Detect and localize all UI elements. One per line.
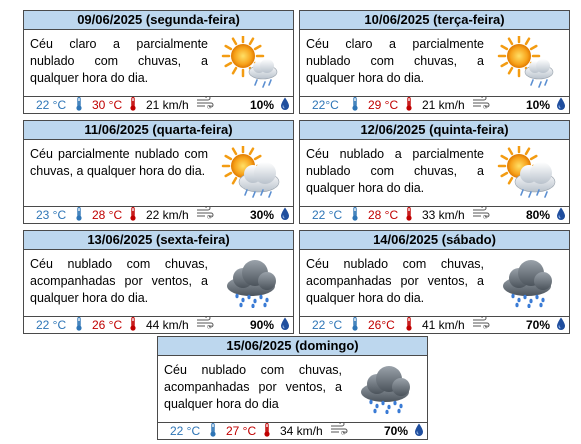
thermometer-hot-icon [264,423,270,441]
forecast-date: 15/06/2025 (domingo) [157,336,428,356]
forecast-date: 13/06/2025 (sexta-feira) [23,230,294,250]
raindrop-icon [280,317,290,335]
rain-probability: 30% [250,208,275,222]
wind-speed: 33 km/h [422,208,465,222]
raindrop-icon [556,207,566,225]
thermometer-hot-icon [130,317,136,335]
forecast-date: 10/06/2025 (terça-feira) [299,10,570,30]
wind-icon [196,207,214,223]
rain-probability: 70% [384,424,409,438]
forecast-footer [23,316,294,334]
wind-speed: 44 km/h [146,318,189,332]
forecast-body [23,249,294,317]
forecast-description: Céu nublado com chuvas, acompanhadas por ventos, a qualquer hora do dia. [306,257,484,305]
raindrop-icon [556,97,566,115]
forecast-card [299,120,570,224]
sun-cloud-rain-icon [221,146,281,198]
thermometer-hot-icon [406,97,412,115]
forecast-date: 09/06/2025 (segunda-feira) [23,10,294,30]
forecast-date: 14/06/2025 (sábado) [299,230,570,250]
forecast-description: Céu claro a parcialmente nublado com chuvas, a qualquer hora do dia. [306,37,484,85]
forecast-footer [299,316,570,334]
raindrop-icon [280,97,290,115]
svg-text:GF: GF [483,214,489,219]
forecast-body [299,249,570,317]
raindrop-icon [280,207,290,225]
forecast-footer [299,206,570,224]
forecast-footer [157,422,428,440]
min-temperature: 22 °C [170,424,201,438]
thermometer-cold-icon [76,317,82,335]
forecast-date: 11/06/2025 (quarta-feira) [23,120,294,140]
forecast-footer [23,96,294,114]
svg-text:GF: GF [207,324,213,329]
rain-probability: 80% [526,208,551,222]
rain-probability: 10% [250,98,275,112]
raindrop-icon [414,423,424,441]
wind-icon [472,97,490,113]
forecast-card [23,120,294,224]
svg-text:GF: GF [341,430,347,435]
max-temperature: 26 °C [92,318,123,332]
thermometer-hot-icon [406,317,412,335]
forecast-description: Céu nublado com chuvas, acompanhadas por ventos, a qualquer hora do dia [164,363,342,411]
max-temperature: 28 °C [368,208,399,222]
min-temperature: 22 °C [36,98,67,112]
wind-speed: 34 km/h [280,424,323,438]
max-temperature: 29 °C [368,98,399,112]
forecast-card [23,10,294,114]
forecast-body [299,29,570,97]
min-temperature: 23 °C [36,208,67,222]
wind-icon [472,317,490,333]
wind-speed: 21 km/h [146,98,189,112]
rain-probability: 70% [526,318,551,332]
forecast-body [299,139,570,207]
forecast-date: 12/06/2025 (quinta-feira) [299,120,570,140]
storm-cloud-rain-icon [497,256,557,308]
forecast-footer [23,206,294,224]
wind-speed: 41 km/h [422,318,465,332]
max-temperature: 30 °C [92,98,123,112]
max-temperature: 26°C [368,318,395,332]
svg-text:GF: GF [483,104,489,109]
rain-probability: 10% [526,98,551,112]
svg-text:GF: GF [207,214,213,219]
storm-cloud-rain-icon [221,256,281,308]
wind-icon [196,97,214,113]
forecast-footer [299,96,570,114]
wind-icon [472,207,490,223]
max-temperature: 28 °C [92,208,123,222]
thermometer-cold-icon [210,423,216,441]
svg-text:GF: GF [483,324,489,329]
thermometer-hot-icon [406,207,412,225]
thermometer-cold-icon [76,207,82,225]
forecast-card [299,230,570,334]
sun-cloud-rain-icon [497,146,557,198]
wind-icon [196,317,214,333]
forecast-body [23,139,294,207]
sun-cloud-rain-icon [497,36,557,88]
thermometer-cold-icon [352,317,358,335]
forecast-description: Céu parcialmente nublado com chuvas, a qualquer hora do dia. [30,147,208,178]
forecast-description: Céu nublado com chuvas, acompanhadas por ventos, a qualquer hora do dia. [30,257,208,305]
wind-icon [330,423,348,439]
rain-probability: 90% [250,318,275,332]
wind-speed: 21 km/h [422,98,465,112]
min-temperature: 22 °C [312,208,343,222]
forecast-description: Céu claro a parcialmente nublado com chuvas, a qualquer hora do dia. [30,37,208,85]
thermometer-hot-icon [130,97,136,115]
sun-cloud-rain-icon [221,36,281,88]
forecast-card [23,230,294,334]
wind-speed: 22 km/h [146,208,189,222]
raindrop-icon [556,317,566,335]
forecast-body [157,355,428,423]
min-temperature: 22 °C [312,318,343,332]
min-temperature: 22 °C [36,318,67,332]
forecast-card [299,10,570,114]
forecast-description: Céu nublado a parcialmente nublado com chuvas, a qualquer hora do dia. [306,147,484,195]
storm-cloud-rain-icon [355,362,415,414]
thermometer-hot-icon [130,207,136,225]
svg-text:GF: GF [207,104,213,109]
thermometer-cold-icon [352,207,358,225]
max-temperature: 27 °C [226,424,257,438]
thermometer-cold-icon [76,97,82,115]
forecast-card [157,336,428,440]
forecast-body [23,29,294,97]
thermometer-cold-icon [352,97,358,115]
min-temperature: 22°C [312,98,339,112]
